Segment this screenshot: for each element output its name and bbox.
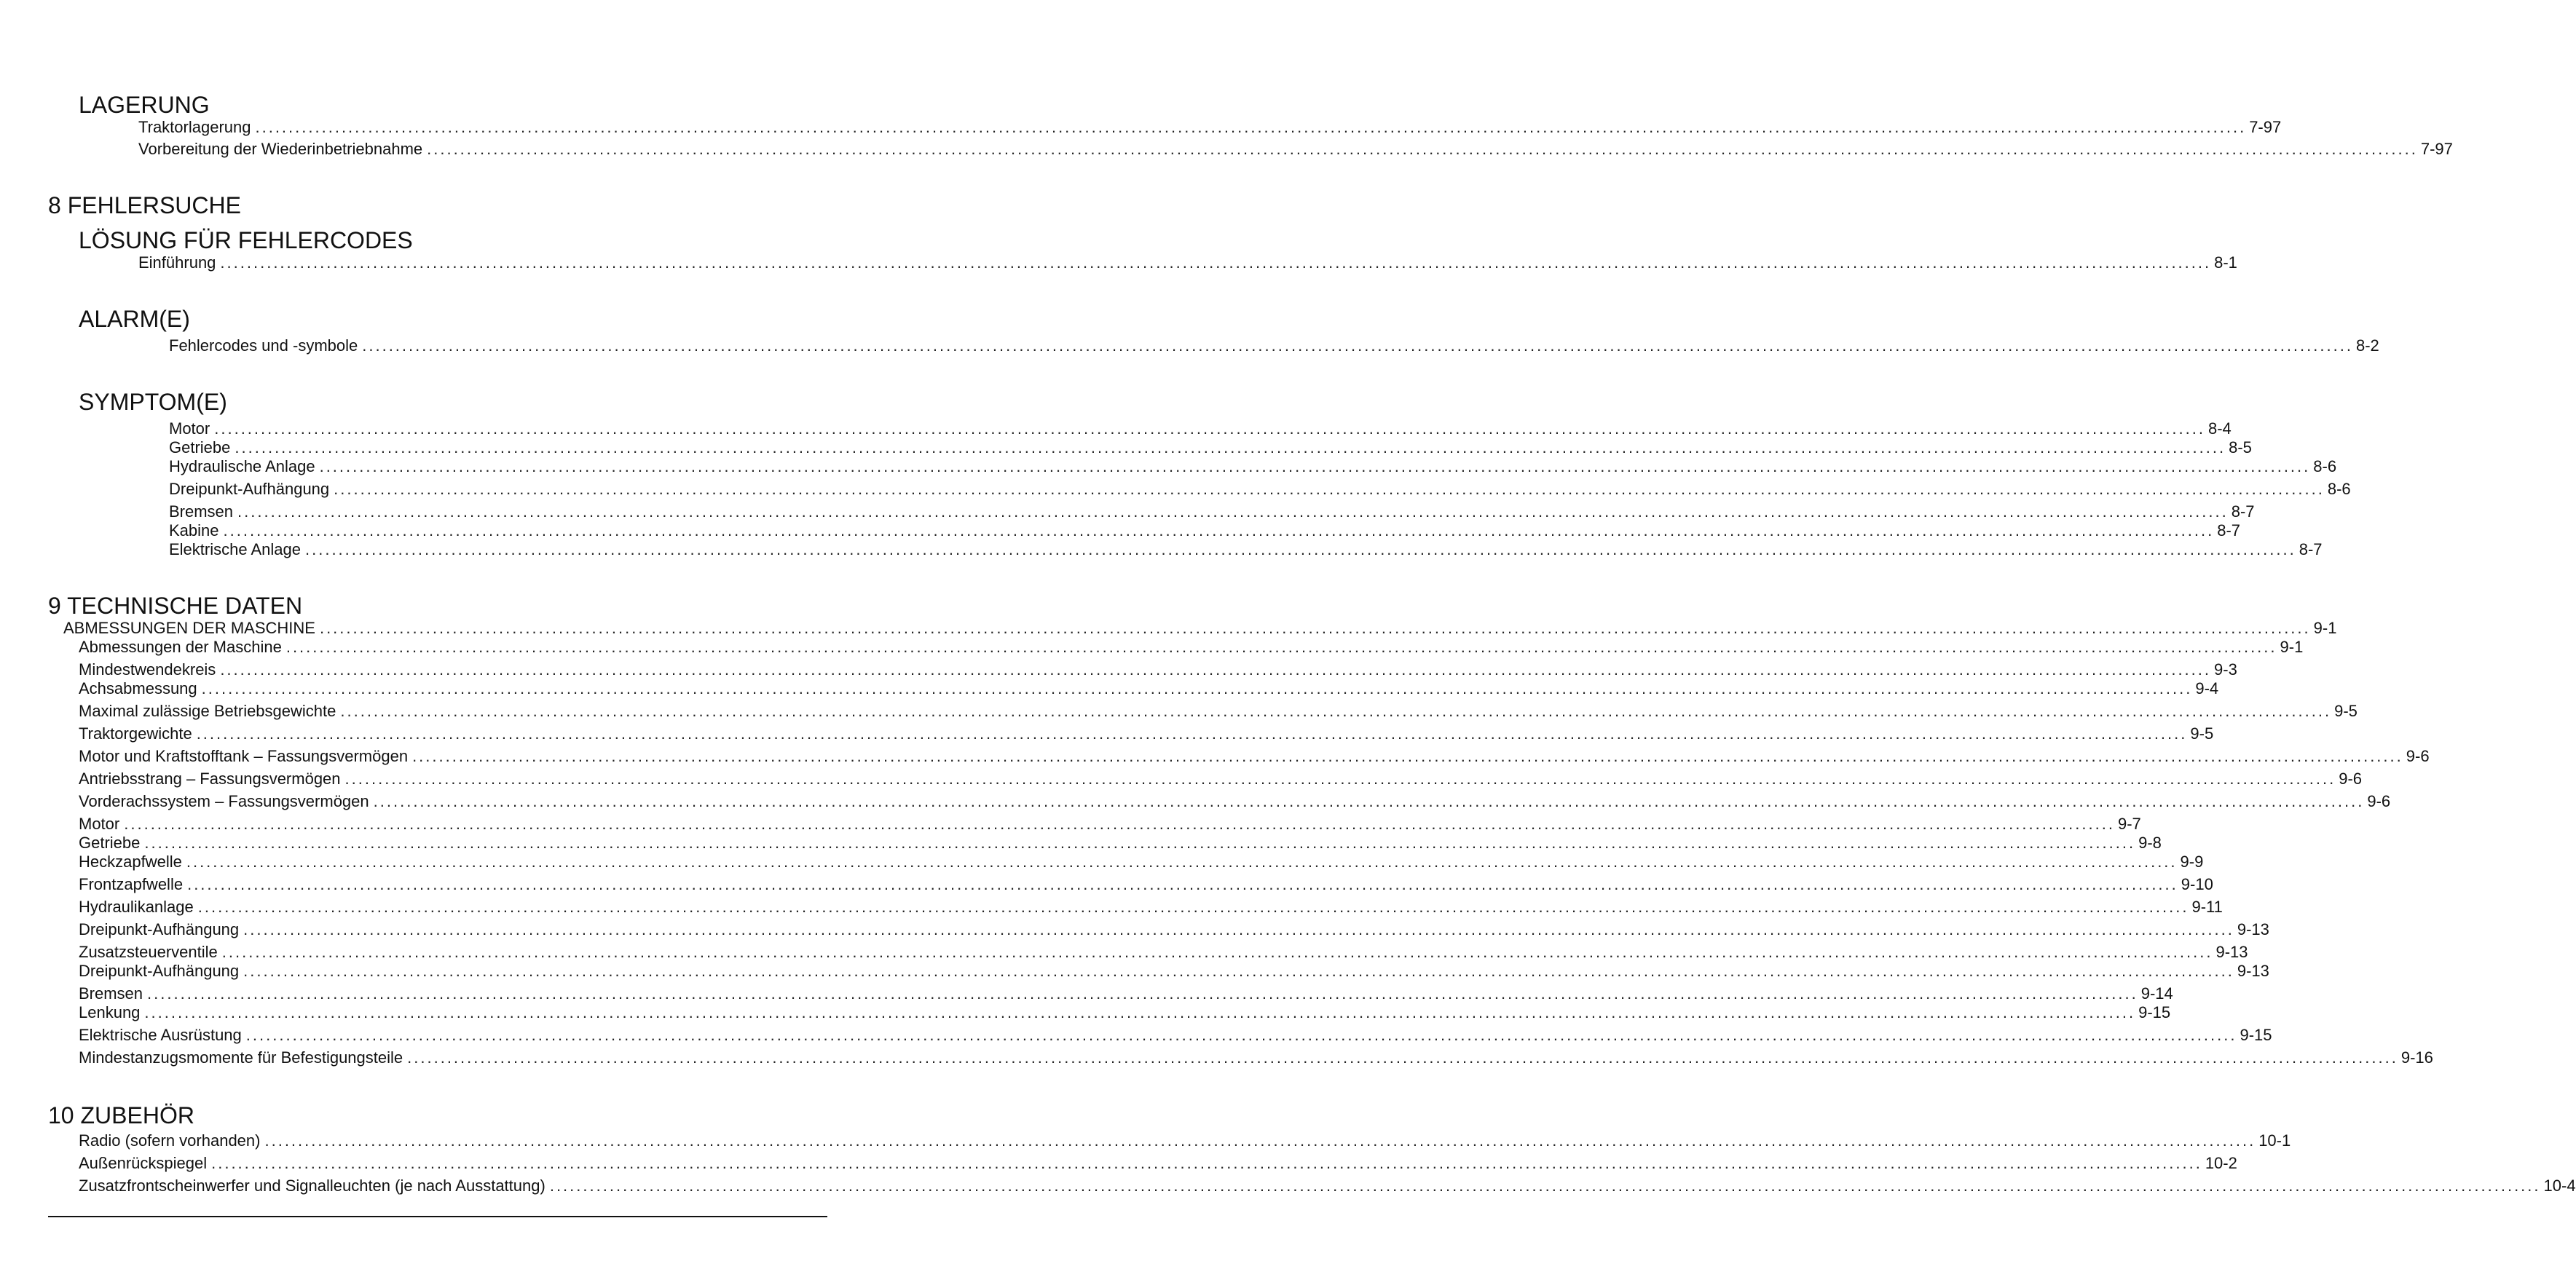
toc-entry[interactable] xyxy=(79,943,2248,962)
toc-entry[interactable] xyxy=(79,853,2204,871)
toc-page-number: 10-4 xyxy=(2543,1177,2576,1195)
toc-entry[interactable] xyxy=(79,679,2219,698)
toc-leader-dots: ............................................................................................................................................................................................................................................................................................................ xyxy=(201,679,2193,697)
toc-page-number: 9-13 xyxy=(2237,962,2269,980)
toc-entry-text: Radio (sofern vorhanden) xyxy=(79,1131,261,1150)
bottom-divider xyxy=(48,1216,827,1217)
toc-entry[interactable] xyxy=(169,419,2232,438)
toc-entry[interactable] xyxy=(79,724,2214,743)
toc-page-number: 8-7 xyxy=(2299,540,2323,558)
toc-page-number: 9-13 xyxy=(2237,920,2269,938)
toc-page-number: 9-10 xyxy=(2181,875,2213,893)
toc-entry-text: Motor xyxy=(79,815,120,833)
toc-leader-dots: ............................................................................................................................................................................................................................................................................................................ xyxy=(235,438,2226,456)
toc-page-number: 10-2 xyxy=(2205,1154,2237,1172)
toc-entry-text: Lenkung xyxy=(79,1003,141,1021)
toc-entry-text: Mindestanzugsmomente für Befestigungsteile xyxy=(79,1048,403,1067)
toc-page-number: 9-14 xyxy=(2140,984,2173,1003)
toc-page-number: 9-1 xyxy=(2280,638,2304,656)
toc-page-number: 7-97 xyxy=(2249,118,2282,136)
toc-entry-text: Hydraulikanlage xyxy=(79,898,194,916)
toc-entry-text: Frontzapfwelle xyxy=(79,875,184,893)
toc-leader-dots: ............................................................................................................................................................................................................................................................................................................ xyxy=(220,253,2212,272)
section-heading-alarm: ALARM(E) xyxy=(79,306,190,332)
toc-entry-text: Außenrückspiegel xyxy=(79,1154,208,1172)
toc-entry-text: Elektrische Ausrüstung xyxy=(79,1026,242,1044)
toc-entry-abmessungen[interactable] xyxy=(63,619,2337,638)
toc-entry[interactable] xyxy=(169,540,2323,559)
toc-entry-text: Maximal zulässige Betriebsgewichte xyxy=(79,702,336,720)
toc-entry-text: Traktorlagerung xyxy=(138,118,251,136)
toc-entry[interactable] xyxy=(79,1177,2576,1195)
toc-page-number: 9-5 xyxy=(2190,724,2214,743)
toc-entry[interactable] xyxy=(169,457,2337,476)
toc-leader-dots: ............................................................................................................................................................................................................................................................................................................ xyxy=(264,1131,2256,1150)
toc-leader-dots: ............................................................................................................................................................................................................................................................................................................ xyxy=(334,480,2325,498)
toc-leader-dots: ............................................................................................................................................................................................................................................................................................................ xyxy=(285,638,2277,656)
toc-entry-text: Zusatzfrontscheinwerfer und Signalleuchten (je nach Ausstattung) xyxy=(79,1177,545,1195)
toc-entry[interactable] xyxy=(79,660,2237,679)
toc-leader-dots: ............................................................................................................................................................................................................................................................................................................ xyxy=(245,1026,2237,1044)
toc-leader-dots: ............................................................................................................................................................................................................................................................................................................ xyxy=(243,920,2234,938)
toc-entry-text: ABMESSUNGEN DER MASCHINE xyxy=(63,619,315,637)
toc-entry[interactable] xyxy=(138,118,2282,137)
section-heading-lagerung: LAGERUNG xyxy=(79,92,210,118)
toc-leader-dots: ............................................................................................................................................................................................................................................................................................................ xyxy=(344,770,2336,788)
toc-leader-dots: ............................................................................................................................................................................................................................................................................................................ xyxy=(340,702,2332,720)
toc-entry[interactable] xyxy=(169,480,2351,499)
toc-page-number: 8-7 xyxy=(2231,502,2255,521)
toc-page-number: 8-7 xyxy=(2217,521,2241,539)
toc-page-number: 9-15 xyxy=(2240,1026,2272,1044)
toc-entry-text: Dreipunkt-Aufhängung xyxy=(79,920,240,938)
toc-leader-dots: ............................................................................................................................................................................................................................................................................................................ xyxy=(427,140,2418,158)
toc-entry-text: Getriebe xyxy=(79,834,141,852)
toc-page-number: 8-5 xyxy=(2229,438,2252,456)
toc-leader-dots: ............................................................................................................................................................................................................................................................................................................ xyxy=(124,815,2115,833)
toc-entry[interactable] xyxy=(79,898,2223,917)
toc-page-number: 8-2 xyxy=(2355,336,2379,355)
toc-page-number: 9-1 xyxy=(2313,619,2337,637)
toc-entry[interactable] xyxy=(79,1003,2171,1022)
toc-page-number: 9-9 xyxy=(2180,853,2204,871)
toc-page-number: 9-13 xyxy=(2215,943,2248,961)
toc-leader-dots: ............................................................................................................................................................................................................................................................................................................ xyxy=(549,1177,2541,1195)
toc-entry-text: Zusatzsteuerventile xyxy=(79,943,218,961)
toc-entry[interactable] xyxy=(79,984,2173,1003)
toc-entry[interactable] xyxy=(79,747,2430,766)
toc-entry[interactable] xyxy=(138,140,2453,159)
toc-page-number: 9-8 xyxy=(2138,834,2162,852)
toc-entry-text: Antriebsstrang – Fassungsvermögen xyxy=(79,770,341,788)
toc-leader-dots: ............................................................................................................................................................................................................................................................................................................ xyxy=(214,419,2205,438)
toc-entry[interactable] xyxy=(79,834,2162,853)
toc-entry-text: Motor xyxy=(169,419,210,438)
toc-leader-dots: ............................................................................................................................................................................................................................................................................................................ xyxy=(187,875,2178,893)
toc-entry-text: Dreipunkt-Aufhängung xyxy=(79,962,240,980)
toc-entry-text: Dreipunkt-Aufhängung xyxy=(169,480,330,498)
toc-entry[interactable] xyxy=(79,792,2391,811)
toc-leader-dots: ............................................................................................................................................................................................................................................................................................................ xyxy=(237,502,2229,521)
toc-page-number: 9-6 xyxy=(2339,770,2363,788)
toc-page-number: 7-97 xyxy=(2420,140,2453,158)
toc-leader-dots: ............................................................................................................................................................................................................................................................................................................ xyxy=(221,943,2213,961)
toc-leader-dots: ............................................................................................................................................................................................................................................................................................................ xyxy=(319,619,2311,637)
toc-entry-text: Bremsen xyxy=(79,984,143,1003)
toc-entry[interactable] xyxy=(79,1026,2272,1045)
toc-leader-dots: ............................................................................................................................................................................................................................................................................................................ xyxy=(196,724,2188,743)
toc-leader-dots: ............................................................................................................................................................................................................................................................................................................ xyxy=(243,962,2234,980)
toc-leader-dots: ............................................................................................................................................................................................................................................................................................................ xyxy=(144,1003,2136,1021)
toc-leader-dots: ............................................................................................................................................................................................................................................................................................................ xyxy=(220,660,2212,679)
toc-entry[interactable] xyxy=(79,1048,2433,1067)
toc-entry[interactable] xyxy=(79,702,2358,721)
toc-entry[interactable] xyxy=(79,920,2269,939)
toc-leader-dots: ............................................................................................................................................................................................................................................................................................................ xyxy=(197,898,2189,916)
toc-entry-text: Elektrische Anlage xyxy=(169,540,301,558)
toc-leader-dots: ............................................................................................................................................................................................................................................................................................................ xyxy=(412,747,2403,765)
section-heading-symptom: SYMPTOM(E) xyxy=(79,389,227,415)
toc-leader-dots: ............................................................................................................................................................................................................................................................................................................ xyxy=(407,1048,2398,1067)
toc-page-number: 9-6 xyxy=(2367,792,2391,810)
toc-entry[interactable] xyxy=(169,521,2241,540)
toc-entry[interactable] xyxy=(169,336,2379,355)
toc-entry[interactable] xyxy=(79,815,2141,834)
section-heading-loesung: LÖSUNG FÜR FEHLERCODES xyxy=(79,227,413,253)
toc-page-number: 10-1 xyxy=(2258,1131,2291,1150)
toc-entry-text: Kabine xyxy=(169,521,219,539)
toc-entry[interactable] xyxy=(79,1131,2291,1150)
toc-page-number: 9-15 xyxy=(2138,1003,2171,1021)
toc-page-number: 9-16 xyxy=(2400,1048,2433,1067)
toc-leader-dots: ............................................................................................................................................................................................................................................................................................................ xyxy=(147,984,2138,1003)
toc-entry-text: Einführung xyxy=(138,253,216,272)
toc-entry-text: Getriebe xyxy=(169,438,231,456)
toc-page-number: 9-3 xyxy=(2214,660,2237,679)
toc-leader-dots: ............................................................................................................................................................................................................................................................................................................ xyxy=(144,834,2136,852)
toc-entry[interactable] xyxy=(169,438,2252,457)
toc-entry-text: Traktorgewichte xyxy=(79,724,192,743)
toc-page-number: 8-6 xyxy=(2313,457,2337,475)
toc-entry-text: Mindestwendekreis xyxy=(79,660,216,679)
toc-leader-dots: ............................................................................................................................................................................................................................................................................................................ xyxy=(186,853,2178,871)
chapter-heading-10: 10 ZUBEHÖR xyxy=(48,1102,194,1128)
toc-entry[interactable] xyxy=(79,875,2213,894)
toc-leader-dots: ............................................................................................................................................................................................................................................................................................................ xyxy=(373,792,2365,810)
toc-entry-text: Bremsen xyxy=(169,502,234,521)
toc-leader-dots: ............................................................................................................................................................................................................................................................................................................ xyxy=(319,457,2311,475)
toc-entry-text: Vorbereitung der Wiederinbetriebnahme xyxy=(138,140,423,158)
toc-leader-dots: ............................................................................................................................................................................................................................................................................................................ xyxy=(223,521,2215,539)
toc-leader-dots: ............................................................................................................................................................................................................................................................................................................ xyxy=(211,1154,2202,1172)
toc-page-number: 8-6 xyxy=(2327,480,2351,498)
toc-page-number: 9-4 xyxy=(2195,679,2219,697)
toc-entry-text: Heckzapfwelle xyxy=(79,853,182,871)
chapter-heading-9: 9 TECHNISCHE DATEN xyxy=(48,593,303,619)
toc-entry[interactable] xyxy=(79,1154,2237,1173)
toc-entry[interactable] xyxy=(79,638,2304,657)
toc-entry-text: Fehlercodes und -symbole xyxy=(169,336,358,355)
toc-page-number: 8-1 xyxy=(2214,253,2237,272)
toc-leader-dots: ............................................................................................................................................................................................................................................................................................................ xyxy=(255,118,2247,136)
toc-entry-text: Abmessungen der Maschine xyxy=(79,638,282,656)
toc-entry-text: Hydraulische Anlage xyxy=(169,457,315,475)
toc-entry-text: Achsabmessung xyxy=(79,679,197,697)
toc-leader-dots: ............................................................................................................................................................................................................................................................................................................ xyxy=(362,336,2353,355)
toc-entry[interactable] xyxy=(138,253,2237,272)
toc-page-number: 8-4 xyxy=(2207,419,2232,438)
toc-leader-dots: ............................................................................................................................................................................................................................................................................................................ xyxy=(305,540,2296,558)
toc-entry[interactable] xyxy=(169,502,2255,521)
toc-entry-text: Vorderachssystem – Fassungsvermögen xyxy=(79,792,369,810)
toc-page-number: 9-5 xyxy=(2334,702,2358,720)
toc-page-number: 9-6 xyxy=(2406,747,2430,765)
toc-entry[interactable] xyxy=(79,962,2269,981)
toc-entry[interactable] xyxy=(79,770,2363,788)
toc-page-number: 9-11 xyxy=(2191,898,2223,916)
chapter-heading-8: 8 FEHLERSUCHE xyxy=(48,192,241,218)
toc-page-number: 9-7 xyxy=(2117,815,2141,833)
toc-entry-text: Motor und Kraftstofftank – Fassungsvermögen xyxy=(79,747,409,765)
